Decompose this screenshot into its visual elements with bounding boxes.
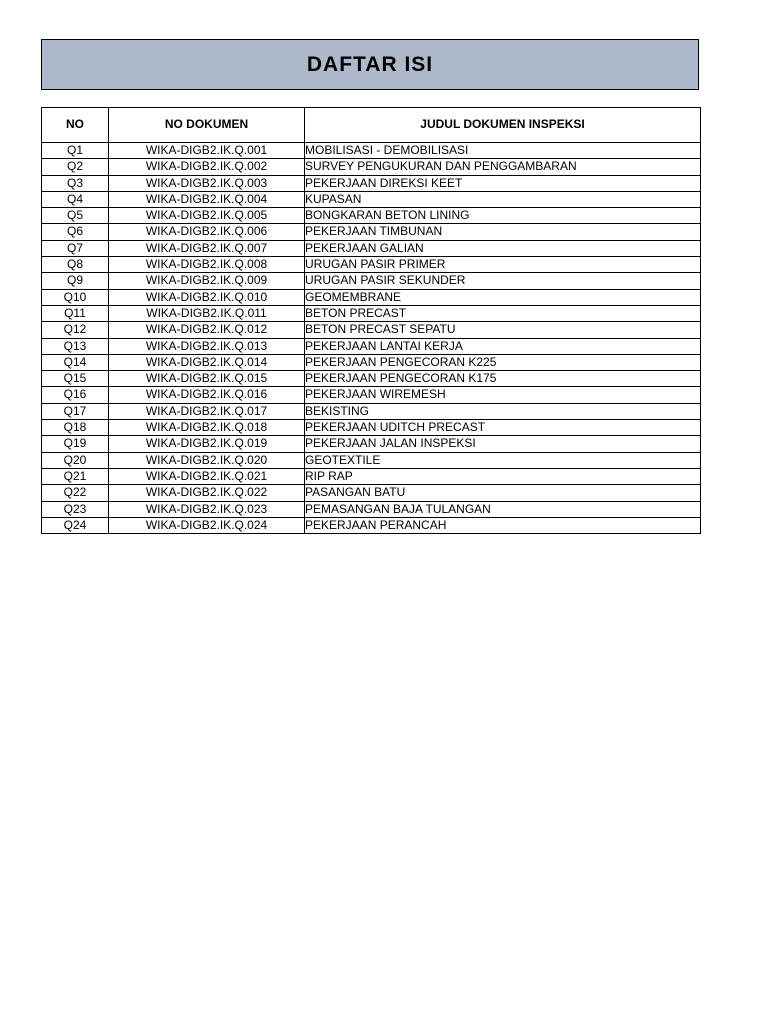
document-number: WIKA-DIGB2.IK.Q.010 <box>109 289 305 305</box>
table-row <box>42 208 701 224</box>
document-title: PEKERJAAN WIREMESH <box>305 387 701 403</box>
document-title: PEKERJAAN DIREKSI KEET <box>305 175 701 191</box>
table-row <box>42 257 701 273</box>
document-title: PEKERJAAN UDITCH PRECAST <box>305 420 701 436</box>
row-number: Q18 <box>42 420 109 436</box>
row-number: Q20 <box>42 452 109 468</box>
table-row <box>42 517 701 533</box>
document-title: KUPASAN <box>305 191 701 207</box>
table-row <box>42 468 701 484</box>
document-title: MOBILISASI - DEMOBILISASI <box>305 143 701 159</box>
document-number: WIKA-DIGB2.IK.Q.009 <box>109 273 305 289</box>
row-number: Q12 <box>42 322 109 338</box>
document-number: WIKA-DIGB2.IK.Q.021 <box>109 468 305 484</box>
table-row <box>42 485 701 501</box>
table-row <box>42 420 701 436</box>
document-title: PEKERJAAN TIMBUNAN <box>305 224 701 240</box>
table-row <box>42 322 701 338</box>
document-title: PEKERJAAN PERANCAH <box>305 517 701 533</box>
table-row <box>42 387 701 403</box>
document-title: BONGKARAN BETON LINING <box>305 208 701 224</box>
row-number: Q16 <box>42 387 109 403</box>
row-number: Q5 <box>42 208 109 224</box>
table-row <box>42 273 701 289</box>
document-number: WIKA-DIGB2.IK.Q.022 <box>109 485 305 501</box>
document-number: WIKA-DIGB2.IK.Q.013 <box>109 338 305 354</box>
table-row <box>42 191 701 207</box>
document-title: PEKERJAAN LANTAI KERJA <box>305 338 701 354</box>
document-number: WIKA-DIGB2.IK.Q.015 <box>109 371 305 387</box>
table-row <box>42 403 701 419</box>
table-row <box>42 371 701 387</box>
document-number: WIKA-DIGB2.IK.Q.003 <box>109 175 305 191</box>
row-number: Q13 <box>42 338 109 354</box>
document-title: URUGAN PASIR PRIMER <box>305 257 701 273</box>
row-number: Q2 <box>42 159 109 175</box>
row-number: Q10 <box>42 289 109 305</box>
row-number: Q24 <box>42 517 109 533</box>
document-title: GEOMEMBRANE <box>305 289 701 305</box>
row-number: Q7 <box>42 240 109 256</box>
row-number: Q8 <box>42 257 109 273</box>
row-number: Q1 <box>42 143 109 159</box>
column-header-doc-number: NO DOKUMEN <box>109 108 305 143</box>
column-header-no: NO <box>42 108 109 143</box>
document-number: WIKA-DIGB2.IK.Q.004 <box>109 191 305 207</box>
document-title: PEKERJAAN GALIAN <box>305 240 701 256</box>
row-number: Q15 <box>42 371 109 387</box>
document-number: WIKA-DIGB2.IK.Q.001 <box>109 143 305 159</box>
document-number: WIKA-DIGB2.IK.Q.024 <box>109 517 305 533</box>
table-header-row <box>42 108 701 143</box>
document-title: PASANGAN BATU <box>305 485 701 501</box>
table-row <box>42 501 701 517</box>
document-title: PEKERJAAN PENGECORAN K225 <box>305 354 701 370</box>
contents-table <box>41 107 701 534</box>
row-number: Q9 <box>42 273 109 289</box>
document-number: WIKA-DIGB2.IK.Q.023 <box>109 501 305 517</box>
document-number: WIKA-DIGB2.IK.Q.012 <box>109 322 305 338</box>
document-title: PEMASANGAN BAJA TULANGAN <box>305 501 701 517</box>
document-title: PEKERJAAN PENGECORAN K175 <box>305 371 701 387</box>
row-number: Q17 <box>42 403 109 419</box>
row-number: Q22 <box>42 485 109 501</box>
table-row <box>42 305 701 321</box>
document-number: WIKA-DIGB2.IK.Q.014 <box>109 354 305 370</box>
table-row <box>42 354 701 370</box>
row-number: Q23 <box>42 501 109 517</box>
column-header-doc-title: JUDUL DOKUMEN INSPEKSI <box>305 108 701 143</box>
table-row <box>42 452 701 468</box>
document-title: PEKERJAAN JALAN INSPEKSI <box>305 436 701 452</box>
page-title: DAFTAR ISI <box>306 52 434 76</box>
document-title: RIP RAP <box>305 468 701 484</box>
title-banner <box>41 39 699 90</box>
document-title: BETON PRECAST <box>305 305 701 321</box>
table-row <box>42 436 701 452</box>
table-row <box>42 338 701 354</box>
row-number: Q6 <box>42 224 109 240</box>
document-number: WIKA-DIGB2.IK.Q.006 <box>109 224 305 240</box>
table-row <box>42 289 701 305</box>
document-number: WIKA-DIGB2.IK.Q.020 <box>109 452 305 468</box>
document-number: WIKA-DIGB2.IK.Q.019 <box>109 436 305 452</box>
row-number: Q21 <box>42 468 109 484</box>
document-number: WIKA-DIGB2.IK.Q.017 <box>109 403 305 419</box>
document-title: SURVEY PENGUKURAN DAN PENGGAMBARAN <box>305 159 701 175</box>
table-row <box>42 175 701 191</box>
row-number: Q19 <box>42 436 109 452</box>
document-title: URUGAN PASIR SEKUNDER <box>305 273 701 289</box>
table-row <box>42 224 701 240</box>
document-number: WIKA-DIGB2.IK.Q.018 <box>109 420 305 436</box>
document-title: BEKISTING <box>305 403 701 419</box>
document-number: WIKA-DIGB2.IK.Q.005 <box>109 208 305 224</box>
document-number: WIKA-DIGB2.IK.Q.002 <box>109 159 305 175</box>
document-title: GEOTEXTILE <box>305 452 701 468</box>
document-number: WIKA-DIGB2.IK.Q.008 <box>109 257 305 273</box>
table-row <box>42 159 701 175</box>
document-title: BETON PRECAST SEPATU <box>305 322 701 338</box>
row-number: Q11 <box>42 305 109 321</box>
document-number: WIKA-DIGB2.IK.Q.016 <box>109 387 305 403</box>
document-number: WIKA-DIGB2.IK.Q.007 <box>109 240 305 256</box>
row-number: Q14 <box>42 354 109 370</box>
table-row <box>42 143 701 159</box>
row-number: Q3 <box>42 175 109 191</box>
table-row <box>42 240 701 256</box>
row-number: Q4 <box>42 191 109 207</box>
document-number: WIKA-DIGB2.IK.Q.011 <box>109 305 305 321</box>
